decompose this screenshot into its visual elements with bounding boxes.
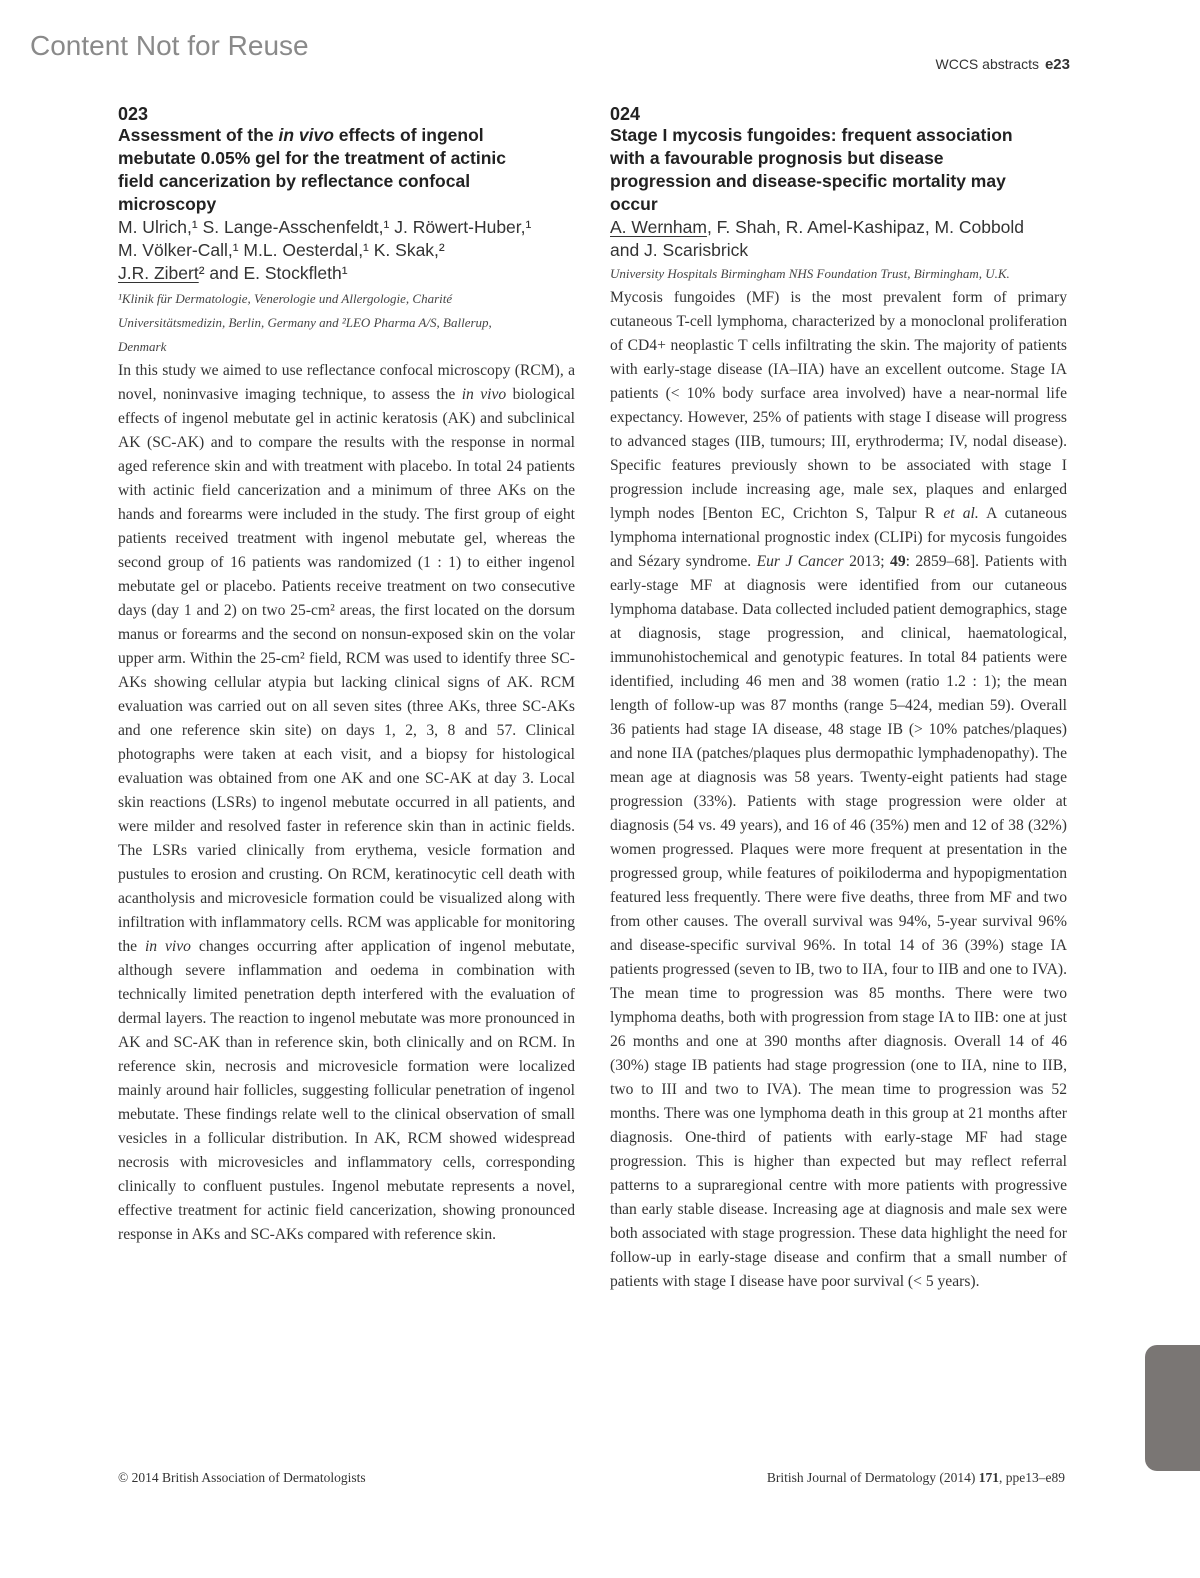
volume-number: 49 <box>890 553 906 570</box>
title-line: progression and disease-specific mortality may <box>610 171 1006 191</box>
author-text: , F. Shah, R. Amel-Kashipaz, M. Cobbold <box>706 217 1025 237</box>
abstract-body <box>610 286 1067 1294</box>
title-text: effects of ingenol <box>333 125 484 145</box>
affiliation-line: Universitätsmedizin, Berlin, Germany and ²LEO Pharma A/S, Ballerup, <box>118 315 492 330</box>
running-head-label: WCCS abstracts <box>935 56 1039 72</box>
title-line: field cancerization by reflectance confocal <box>118 171 471 191</box>
body-text: A cutaneous lymphoma international prognostic index (CLIPi) for mycosis fungoides and Sézary syndrome. <box>610 505 1067 570</box>
journal-pages: , ppe13–e89 <box>999 1470 1065 1485</box>
title-line: occur <box>610 194 658 214</box>
body-text: biological effects of ingenol mebutate gel in actinic keratosis (AK) and subclinical AK (SC-AK) and to compare the results with the response in normal aged reference skin and with treatment with placebo. In total 24 patients with actinic field cancerization and a minimum of three AKs on the hands and forearms were included in the study. The first group of eight patients received treatment with ingenol mebutate gel, whereas the second group of 16 patients was randomized (1 : 1) to either ingenol mebutate gel or placebo. Patients receive treatment on two consecutive days (day 1 and 2) on two 25-cm² areas, the first located on the dorsum manus or forearms and the second on nonsun-exposed skin on the volar upper arm. Within the 25-cm² field, RCM was used to identify three SC-AKs showing cellular atypia but lacking clinical signs of AK. RCM evaluation was carried out on all seven sites (three AKs, three SC-AKs and one reference skin site) on days 1, 2, 3, 8 and 57. Clinical photographs were taken at each visit, and a biopsy for histological evaluation was obtained from one AK and one SC-AK at day 3. Local skin reactions (LSRs) to ingenol mebutate occurred in all patients, and were milder and resolved faster in reference skin than in actinic fields. The LSRs varied clinically from erythema, vesicle formation and pustules to erosion and crusting. On RCM, keratinocytic cell death with acantholysis and microvesicle formation could be visualized along with infiltration with inflammatory cells. RCM was applicable for monitoring the <box>118 386 575 955</box>
journal-citation: British Journal of Dermatology (2014) <box>766 1470 979 1485</box>
affiliation <box>610 262 1067 286</box>
author-line: and J. Scarisbrick <box>610 240 749 260</box>
title-line: Stage I mycosis fungoides: frequent association <box>610 125 1013 145</box>
presenting-author: A. Wernham <box>610 217 707 237</box>
footer-citation <box>767 1470 1065 1486</box>
page-number: e23 <box>1044 56 1070 73</box>
presenting-author: J.R. Zibert <box>118 263 199 283</box>
abstract-body <box>118 359 575 1247</box>
abstract-023 <box>118 104 575 1247</box>
author-line: M. Völker-Call,¹ M.L. Oesterdal,¹ K. Skak,² <box>118 240 445 260</box>
affiliation-line: University Hospitals Birmingham NHS Foundation Trust, Birmingham, U.K. <box>610 266 1010 281</box>
abstract-number: 023 <box>118 104 149 124</box>
title-line <box>118 124 575 147</box>
body-text: : 2859–68]. Patients with early-stage MF at diagnosis were identified from our cutaneous lymphoma database. Data collected included patient demographics, stage at diagnosis, stage progression, and clinical, haematological, immunohistochemical and genotypic features. In total 84 patients were identified, including 46 men and 38 women (ratio 1.2 : 1); the mean length of follow-up was 87 months (range 5–424, median 59). Overall 36 patients had stage IA disease, 48 stage IB (> 10% patches/plaques) and none IIA (patches/plaques plus dermopathic lymphadenopathy). The mean age at diagnosis was 58 years. Twenty-eight patients had stage progression (33%). Patients with stage progression were older at diagnosis (54 vs. 49 years), and 16 of 46 (35%) men and 12 of 38 (32%) women progressed. Plaques were more frequent at presentation in the progressed group, while features of poikiloderma and hypopigmentation featured less frequently. There were five deaths, three from MF and two from other causes. The overall survival was 94%, 5-year survival 96% and disease-specific survival 96%. In total 14 of 36 (39%) stage IA patients progressed (seven to IB, two to IIA, four to IIB and one to IVA). The mean time to progression was 85 months. There were two lymphoma deaths, both with progression from stage IA to IIB: one at just 26 months and one at 390 months after diagnosis. Overall 14 of 46 (30%) stage IB patients had stage progression (one to IIA, nine to IIB, two to III and two to IVA). The mean time to progression was 52 months. There was one lymphoma death in this group at 21 months after diagnosis. One-third of patients with early-stage MF had stage progression. This is higher than expected but may reflect referral patterns to a supraregional centre with more patients with progressive than early stable disease. Increasing age at diagnosis and male sex were both associated with stage progression. These data highlight the need for follow-up in early-stage disease and confirm that a small number of patients with stage I disease have poor survival (< 5 years). <box>610 553 1067 1290</box>
running-head <box>936 56 1071 73</box>
abstract-title <box>610 124 1067 216</box>
author-line: M. Ulrich,¹ S. Lange-Asschenfeldt,¹ J. Röwert-Huber,¹ <box>118 217 532 237</box>
journal-name: Eur J Cancer <box>756 553 844 570</box>
abstract-number: 024 <box>610 104 641 124</box>
title-italic: in vivo <box>278 125 334 145</box>
title-line: microscopy <box>118 194 217 214</box>
abstract-title <box>118 124 575 216</box>
body-text: 2013; <box>843 553 891 570</box>
watermark: Content Not for Reuse <box>30 30 309 61</box>
affiliation-line: ¹Klinik für Dermatologie, Venerologie und Allergologie, Charité <box>118 291 453 306</box>
author-list <box>610 216 1067 262</box>
body-text: In this study we aimed to use reflectance confocal microscopy (RCM), a novel, noninvasive imaging technique, to assess the <box>118 362 575 403</box>
affiliation-line: Denmark <box>118 339 167 354</box>
body-italic: in vivo <box>144 938 191 955</box>
section-thumb-tab <box>1145 1345 1200 1471</box>
abstract-024 <box>610 104 1067 1294</box>
author-list <box>118 216 575 285</box>
title-text: Assessment of the <box>118 125 279 145</box>
footer-copyright: © 2014 British Association of Dermatologists <box>118 1470 366 1485</box>
affiliation <box>118 287 575 359</box>
author-line <box>118 262 575 285</box>
author-line <box>610 216 1067 239</box>
title-line: mebutate 0.05% gel for the treatment of actinic <box>118 148 507 168</box>
title-line: with a favourable prognosis but disease <box>610 148 944 168</box>
author-text: ² and E. Stockfleth¹ <box>198 263 348 283</box>
body-italic: et al. <box>943 505 979 522</box>
body-text: changes occurring after application of ingenol mebutate, although severe inflammation and oedema in combination with technically limited penetration depth interfered with the evaluation of dermal layers. The reaction to ingenol mebutate was more pronounced in AK and SC-AK than in reference skin, both clinically and on RCM. In reference skin, necrosis and microvesicle formation were localized mainly around hair follicles, suggesting follicular penetration of ingenol mebutate. These findings relate well to the clinical observation of small vesicles in a follicular distribution. In AK, RCM showed widespread necrosis with microvesicles and inflammatory cells, corresponding clinically to confluent pustules. Ingenol mebutate represents a novel, effective treatment for actinic field cancerization, showing pronounced response in AKs and SC-AKs compared with reference skin. <box>118 938 575 1243</box>
body-text: Mycosis fungoides (MF) is the most prevalent form of primary cutaneous T-cell lymphoma, characterized by a monoclonal proliferation of CD4+ neoplastic T cells infiltrating the skin. The majority of patients with early-stage disease (IA–IIA) have an excellent outcome. Stage IA patients (< 10% body surface area involved) have a near-normal life expectancy. However, 25% of patients with stage I disease will progress to advanced stages (IIB, tumours; III, erythroderma; IV, nodal disease). Specific features previously shown to be associated with stage I progression include increasing age, male sex, plaques and enlarged lymph nodes [Benton EC, Crichton S, Talpur R <box>610 289 1067 522</box>
journal-volume: 171 <box>978 1470 1000 1485</box>
body-italic: in vivo <box>461 386 507 403</box>
